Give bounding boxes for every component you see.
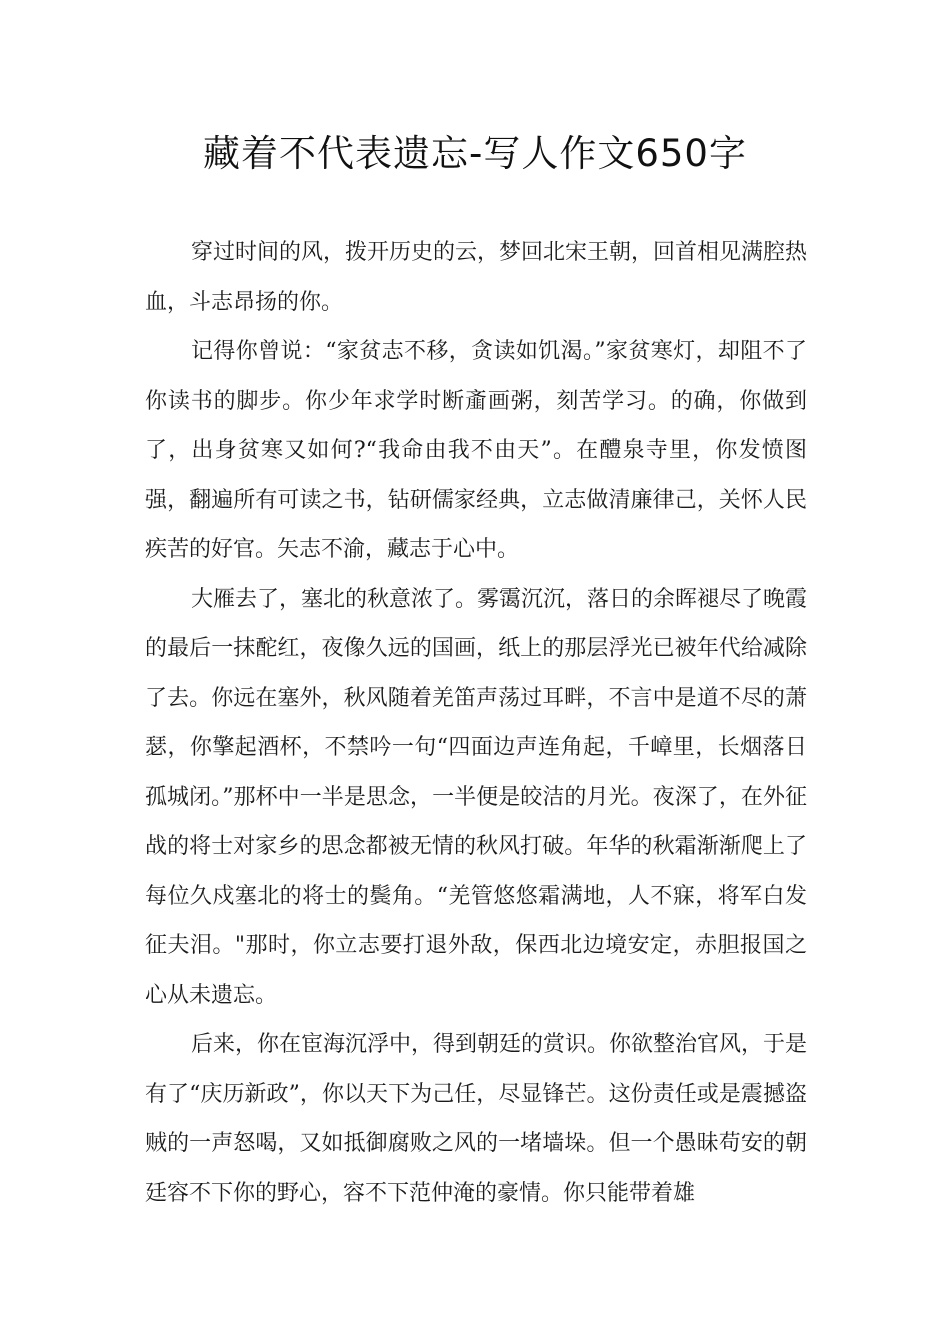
paragraph: 记得你曾说：“家贫志不移，贪读如饥渴。”家贫寒灯，却阻不了你读书的脚步。你少年求学时断齑画粥，刻苦学习。的确，你做到了，出身贫寒又如何?“我命由我不由天”。在醴泉寺里，你发愤图强，翻遍所有可读之书，钻研儒家经典，立志做清廉律己，关怀人民疾苦的好官。矢志不渝，藏志于心中。 [145,339,807,562]
paragraph: 大雁去了，塞北的秋意浓了。雾霭沉沉，落日的余晖褪尽了晚霞的最后一抹酡红，夜像久远的国画，纸上的那层浮光已被年代给减除了去。你远在塞外，秋风随着羌笛声荡过耳畔，不言中是道不尽的萧瑟，你擎起酒杯，不禁吟一句“四面边声连角起，千嶂里，长烟落日孤城闭。”那杯中一半是思念，一半便是皎洁的月光。夜深了，在外征战的将士对家乡的思念都被无情的秋风打破。年华的秋霜渐渐爬上了每位久戍塞北的将士的鬓角。“羌管悠悠霜满地，人不寐，将军白发征夫泪。"那时，你立志要打退外敌，保西北边境安定，赤胆报国之心从未遗忘。 [145,586,808,1008]
document-body [145,228,807,1218]
paragraph: 后来，你在宦海沉浮中，得到朝廷的赏识。你欲整治官风，于是有了“庆历新政”，你以天下为己任，尽显锋芒。这份责任或是震撼盗贼的一声怒喝，又如抵御腐败之风的一堵墙垛。但一个愚昧苟安的朝廷容不下你的野心，容不下范仲淹的豪情。你只能带着雄 [145,1032,808,1206]
document-title: 藏着不代表遗忘-写人作文650字 [203,132,747,175]
paragraph: 穿过时间的风，拨开历史的云，梦回北宋王朝，回首相见满腔热血，斗志昂扬的你。 [145,240,808,315]
